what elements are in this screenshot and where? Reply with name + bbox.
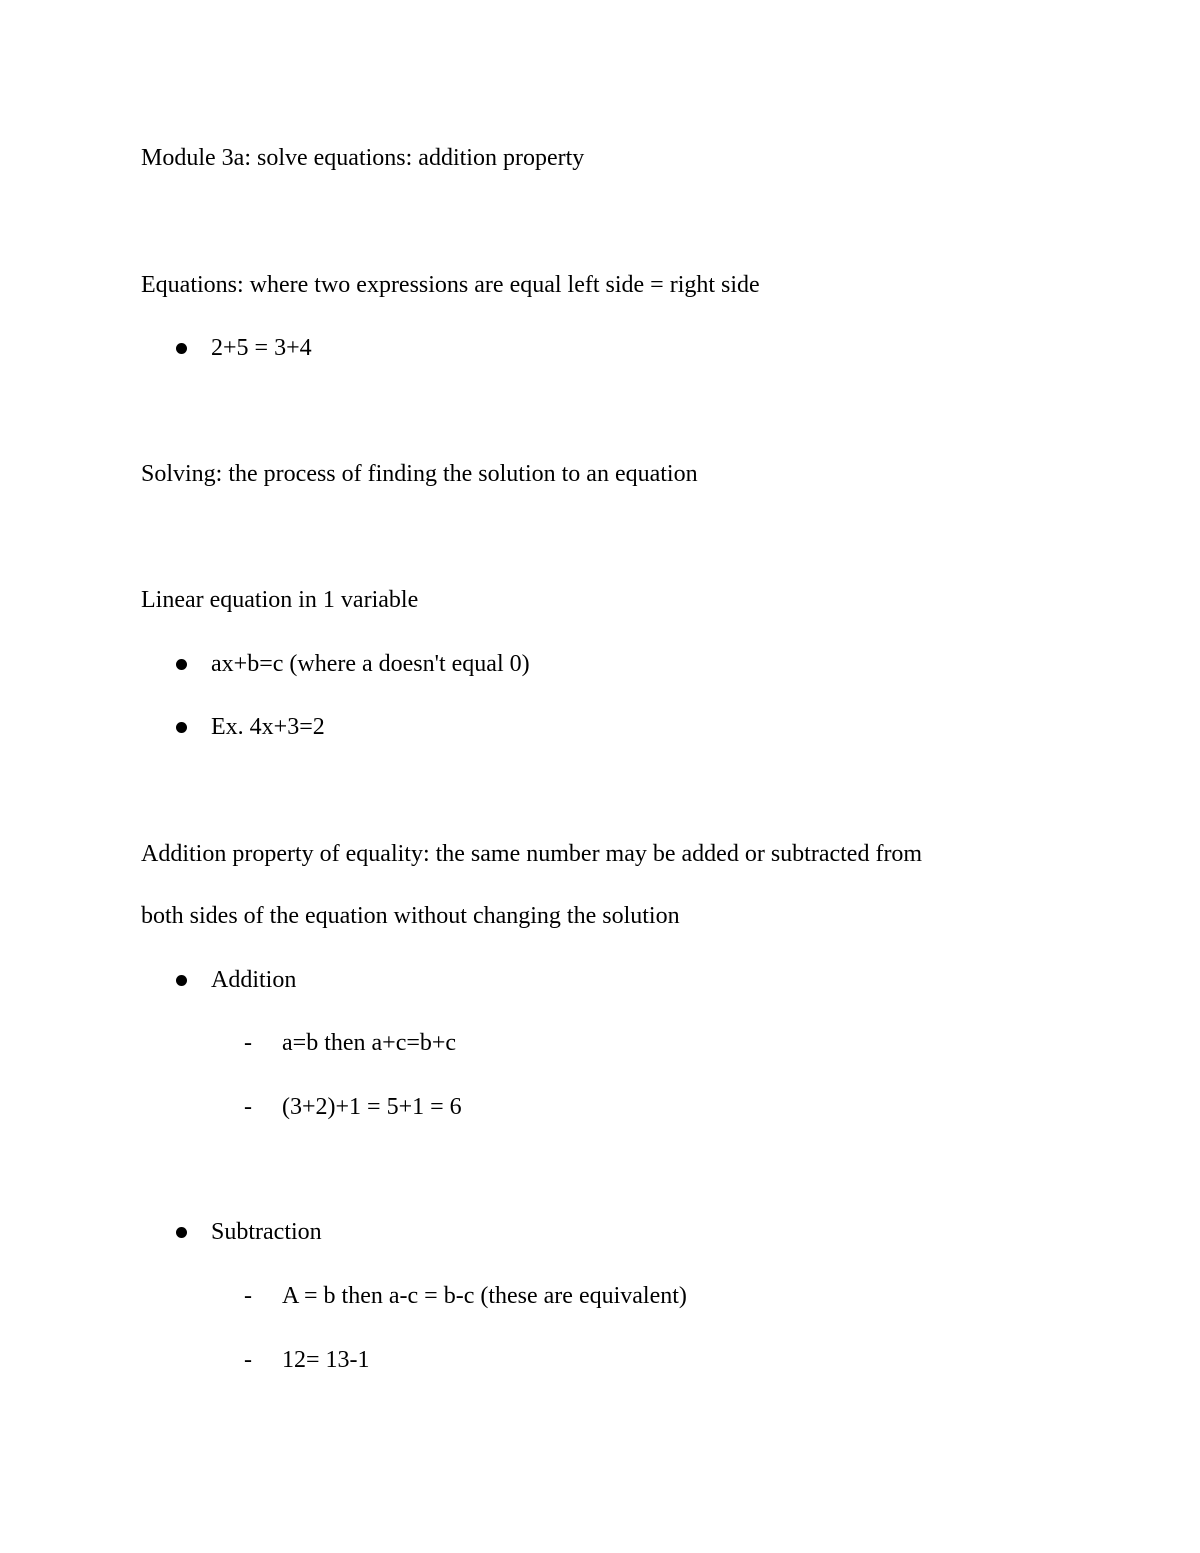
bullet-text: ax+b=c (where a doesn't equal 0) xyxy=(211,651,530,677)
dash-text: 12= 13-1 xyxy=(282,1347,370,1373)
bullet-icon xyxy=(176,1227,187,1238)
dash-icon: - xyxy=(244,1347,252,1373)
dash-icon: - xyxy=(244,1030,252,1056)
bullet-text: Subtraction xyxy=(211,1219,322,1245)
dash-text: (3+2)+1 = 5+1 = 6 xyxy=(282,1094,462,1120)
bullet-icon xyxy=(176,975,187,986)
bullet-icon xyxy=(176,722,187,733)
addition-property-line-1: Addition property of equality: the same number may be added or subtracted from xyxy=(141,841,923,867)
bullet-text: 2+5 = 3+4 xyxy=(211,335,312,361)
dash-text: a=b then a+c=b+c xyxy=(282,1030,457,1056)
bullet-icon xyxy=(176,343,187,354)
linear-heading: Linear equation in 1 variable xyxy=(141,587,419,613)
bullet-icon xyxy=(176,659,187,670)
dash-text: A = b then a-c = b-c (these are equivalent) xyxy=(282,1283,687,1309)
dash-icon: - xyxy=(244,1283,252,1309)
solving-heading: Solving: the process of finding the solution to an equation xyxy=(141,461,698,487)
dash-icon: - xyxy=(244,1094,252,1120)
document-title: Module 3a: solve equations: addition property xyxy=(141,145,585,171)
equations-heading: Equations: where two expressions are equal left side = right side xyxy=(141,272,760,298)
bullet-text: Ex. 4x+3=2 xyxy=(211,714,325,740)
addition-property-line-2: both sides of the equation without changing the solution xyxy=(141,903,680,929)
bullet-text: Addition xyxy=(211,967,297,993)
